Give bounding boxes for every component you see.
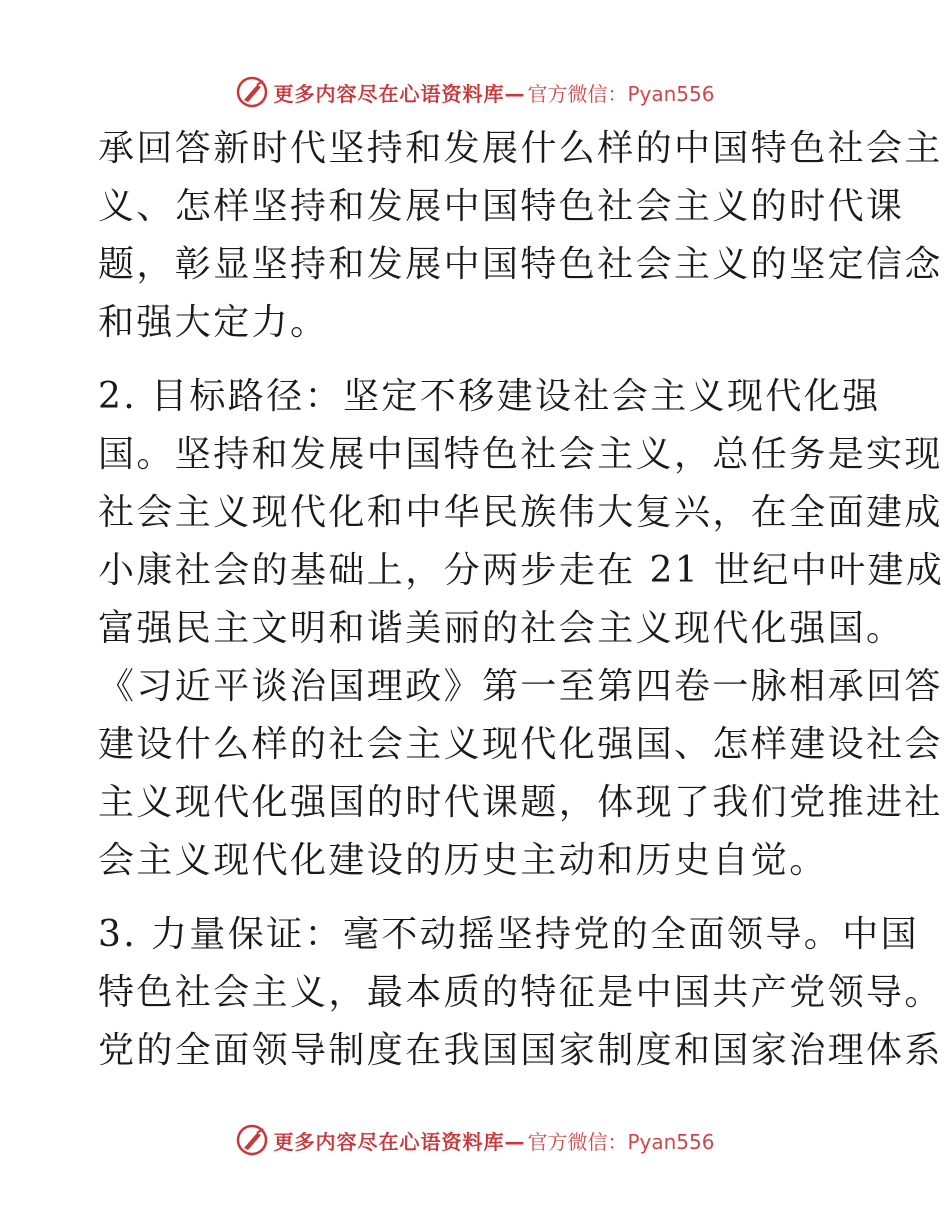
text-line: 会主义现代化建设的历史主动和历史自觉。	[98, 840, 828, 881]
text-line: 建设什么样的社会主义现代化强国、怎样建设社会	[98, 724, 943, 765]
text-line: 小康社会的基础上，分两步走在 21 世纪中叶建成	[98, 550, 945, 591]
quill-logo-icon	[235, 1123, 269, 1157]
banner-contact: 官方微信：Pyan556	[527, 1129, 715, 1154]
text-line: 特色社会主义，最本质的特征是中国共产党领导。	[98, 972, 943, 1013]
header-watermark-banner	[0, 72, 950, 112]
text-line: 3. 力量保证：毫不动摇坚持党的全面领导。中国	[98, 914, 919, 955]
banner-text: 更多内容尽在心语资料库—	[273, 81, 526, 106]
document-body	[98, 120, 945, 1080]
paragraph-1	[98, 120, 943, 352]
text-line: 国。坚持和发展中国特色社会主义，总任务是实现	[98, 434, 943, 475]
quill-logo-icon	[235, 75, 269, 109]
text-line: 《习近平谈治国理政》第一至第四卷一脉相承回答	[98, 666, 943, 707]
text-line: 富强民主文明和谐美丽的社会主义现代化强国。	[98, 608, 905, 649]
banner-text: 更多内容尽在心语资料库—	[273, 1129, 526, 1154]
text-line: 党的全面领导制度在我国国家制度和国家治理体系	[98, 1030, 943, 1071]
text-line: 义、怎样坚持和发展中国特色社会主义的时代课	[98, 186, 905, 227]
text-line: 和强大定力。	[98, 302, 329, 343]
text-line: 主义现代化强国的时代课题，体现了我们党推进社	[98, 782, 943, 823]
text-line: 2. 目标路径：坚定不移建设社会主义现代化强	[98, 376, 881, 417]
paragraph-3	[98, 906, 943, 1080]
text-line: 承回答新时代坚持和发展什么样的中国特色社会主	[98, 128, 943, 169]
text-line: 社会主义现代化和中华民族伟大复兴，在全面建成	[98, 492, 943, 533]
text-line: 题，彰显坚持和发展中国特色社会主义的坚定信念	[98, 244, 943, 285]
footer-watermark-banner	[0, 1120, 950, 1160]
paragraph-2	[98, 368, 945, 890]
banner-contact: 官方微信：Pyan556	[527, 81, 715, 106]
